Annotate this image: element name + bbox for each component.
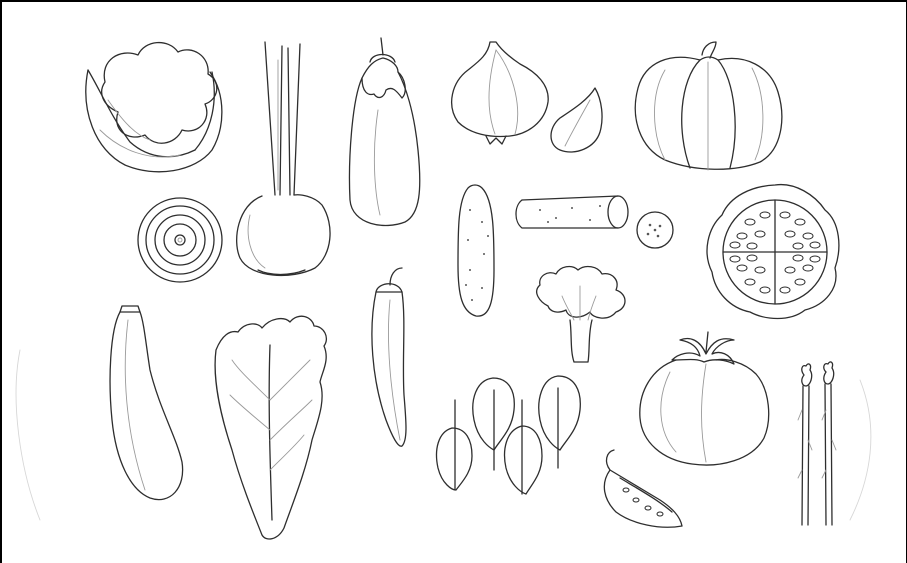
zucchini: [110, 306, 183, 500]
pumpkin: [635, 42, 782, 170]
cucumber-slices: [516, 196, 673, 248]
tomato-wedge: [604, 450, 682, 527]
garlic-bulb: [452, 42, 549, 144]
spinach-leaves: [437, 376, 581, 494]
cauliflower: [86, 43, 222, 172]
asparagus: [798, 362, 836, 525]
chili-pepper: [372, 268, 406, 446]
cucumber: [458, 185, 494, 316]
lettuce-leaf: [215, 316, 326, 539]
pumpkin-cross-section: [707, 185, 839, 319]
broccoli: [537, 267, 625, 362]
leek: [237, 42, 330, 275]
garlic-clove: [551, 88, 602, 152]
tomato: [640, 332, 769, 465]
onion-slice: [138, 198, 222, 282]
eggplant: [350, 38, 420, 226]
